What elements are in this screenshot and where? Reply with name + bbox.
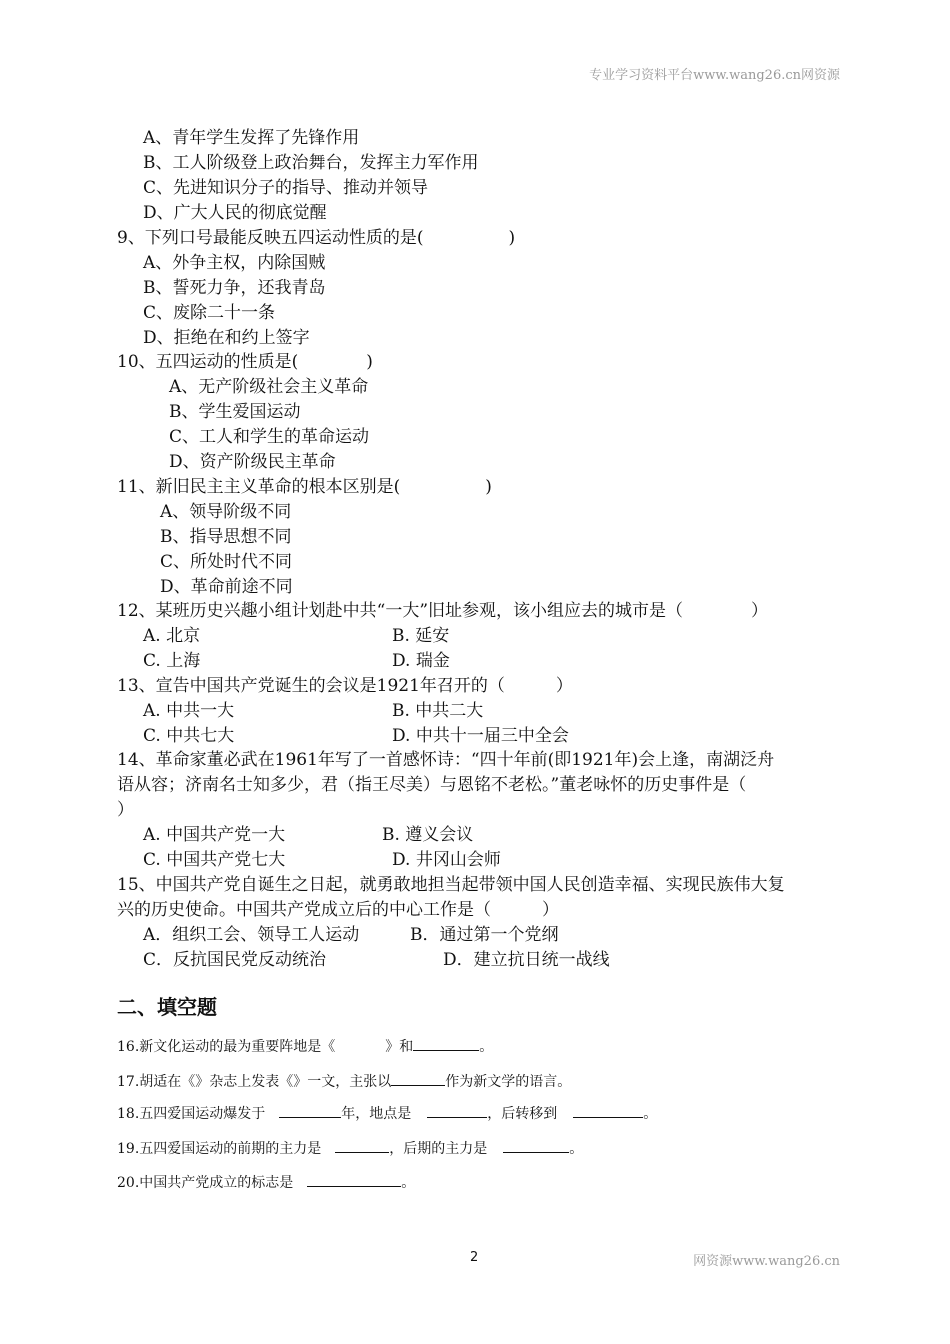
- q8-option-d: D、广大人民的彻底觉醒: [143, 203, 327, 223]
- q18-text-c: ，后转移到: [487, 1106, 558, 1122]
- q12-option-c: C. 上海: [143, 651, 201, 671]
- q19-blank-early[interactable]: [335, 1138, 389, 1153]
- q12-option-b: B. 延安: [392, 626, 450, 646]
- q14-option-d: D. 井冈山会师: [392, 850, 501, 870]
- q12-option-a: A. 北京: [143, 626, 201, 646]
- q19-text-a: 19.五四爱国运动的前期的主力是: [117, 1141, 322, 1157]
- q11-option-b: B、指导思想不同: [160, 527, 292, 547]
- q8-option-c: C、先进知识分子的指导、推动并领导: [143, 178, 429, 198]
- q12-option-d: D. 瑞金: [392, 651, 450, 671]
- q18-text-d: 。: [643, 1106, 658, 1122]
- question-15-line-2: 兴的历史使命。中国共产党成立后的中心工作是（ ）: [117, 900, 559, 920]
- q18-text-b: 年，地点是: [341, 1106, 412, 1122]
- q20-blank[interactable]: [307, 1172, 401, 1187]
- q14-option-a: A. 中国共产党一大: [143, 825, 286, 845]
- q15-option-d: D．建立抗日统一战线: [443, 950, 610, 970]
- q10-option-a: A、无产阶级社会主义革命: [169, 377, 369, 397]
- q18-blank-year[interactable]: [279, 1103, 341, 1118]
- q14-option-b: B. 遵义会议: [382, 825, 474, 845]
- q10-option-b: B、学生爱国运动: [169, 402, 301, 422]
- q20-text-b: 。: [401, 1175, 416, 1191]
- question-16: [117, 1036, 493, 1056]
- q11-option-a: A、领导阶级不同: [160, 502, 292, 522]
- question-12: 12、某班历史兴趣小组计划赴中共“一大”旧址参观，该小组应去的城市是（ ）: [117, 601, 769, 621]
- q19-text-b: ，后期的主力是: [389, 1141, 488, 1157]
- q13-option-a: A. 中共一大: [143, 701, 235, 721]
- q17-blank[interactable]: [391, 1071, 445, 1086]
- q13-option-b: B. 中共二大: [392, 701, 484, 721]
- q8-option-b: B、工人阶级登上政治舞台，发挥主力军作用: [143, 153, 479, 173]
- question-14-line-1: 14、革命家董必武在1961年写了一首感怀诗：“四十年前(即1921年)会上逢，南湖泛舟: [117, 750, 775, 770]
- question-19: [117, 1138, 583, 1158]
- section-title-fill-in: 二、填空题: [117, 995, 217, 1019]
- q18-blank-place[interactable]: [427, 1103, 487, 1118]
- page-number: 2: [470, 1250, 479, 1265]
- q11-option-c: C、所处时代不同: [160, 552, 293, 572]
- q10-option-c: C、工人和学生的革命运动: [169, 427, 370, 447]
- q17-text-b: 作为新文学的语言。: [445, 1074, 572, 1090]
- question-10: 10、五四运动的性质是( ): [117, 352, 373, 372]
- question-11: 11、新旧民主主义革命的根本区别是( ): [117, 477, 492, 497]
- q9-option-d: D、拒绝在和约上签字: [143, 328, 310, 348]
- q19-text-c: 。: [569, 1141, 584, 1157]
- q16-blank[interactable]: [413, 1036, 479, 1051]
- q16-text-c: 。: [479, 1039, 494, 1055]
- header-watermark: 专业学习资料平台www.wang26.cn网资源: [589, 68, 840, 83]
- question-13: 13、宣告中国共产党诞生的会议是1921年召开的（ ）: [117, 676, 573, 696]
- q17-text-a: 17.胡适在《》杂志上发表《》一文，主张以: [117, 1074, 392, 1090]
- q9-option-b: B、誓死力争，还我青岛: [143, 278, 326, 298]
- q15-option-c: C．反抗国民党反动统治: [143, 950, 327, 970]
- q14-option-c: C. 中国共产党七大: [143, 850, 286, 870]
- q9-option-c: C、废除二十一条: [143, 303, 276, 323]
- q9-option-a: A、外争主权，内除国贼: [143, 253, 326, 273]
- q8-option-a: A、青年学生发挥了先锋作用: [143, 128, 360, 148]
- question-17: [117, 1071, 571, 1091]
- q10-option-d: D、资产阶级民主革命: [169, 452, 336, 472]
- q15-option-b: B．通过第一个党纲: [410, 925, 559, 945]
- q16-text-a: 16.新文化运动的最为重要阵地是《: [117, 1039, 336, 1055]
- q11-option-d: D、革命前途不同: [160, 577, 293, 597]
- footer-watermark: 网资源www.wang26.cn: [693, 1254, 840, 1269]
- question-14-line-3: ）: [117, 800, 134, 820]
- q20-text-a: 20.中国共产党成立的标志是: [117, 1175, 294, 1191]
- q15-option-a: A．组织工会、领导工人运动: [143, 925, 360, 945]
- question-15-line-1: 15、中国共产党自诞生之日起，就勇敢地担当起带领中国人民创造幸福、实现民族伟大复: [117, 875, 785, 895]
- question-9: 9、下列口号最能反映五四运动性质的是( ): [117, 228, 516, 248]
- question-20: [117, 1172, 415, 1192]
- question-14-line-2: 语从容；济南名士知多少，君（指王尽美）与恩铭不老松。”董老咏怀的历史事件是（: [117, 775, 747, 795]
- q19-blank-late[interactable]: [503, 1138, 569, 1153]
- question-18: [117, 1103, 657, 1123]
- q18-blank-moved-to[interactable]: [573, 1103, 643, 1118]
- q18-text-a: 18.五四爱国运动爆发于: [117, 1106, 266, 1122]
- q13-option-d: D. 中共十一届三中全会: [392, 726, 569, 746]
- q16-text-b: 》和: [385, 1039, 414, 1055]
- q13-option-c: C. 中共七大: [143, 726, 235, 746]
